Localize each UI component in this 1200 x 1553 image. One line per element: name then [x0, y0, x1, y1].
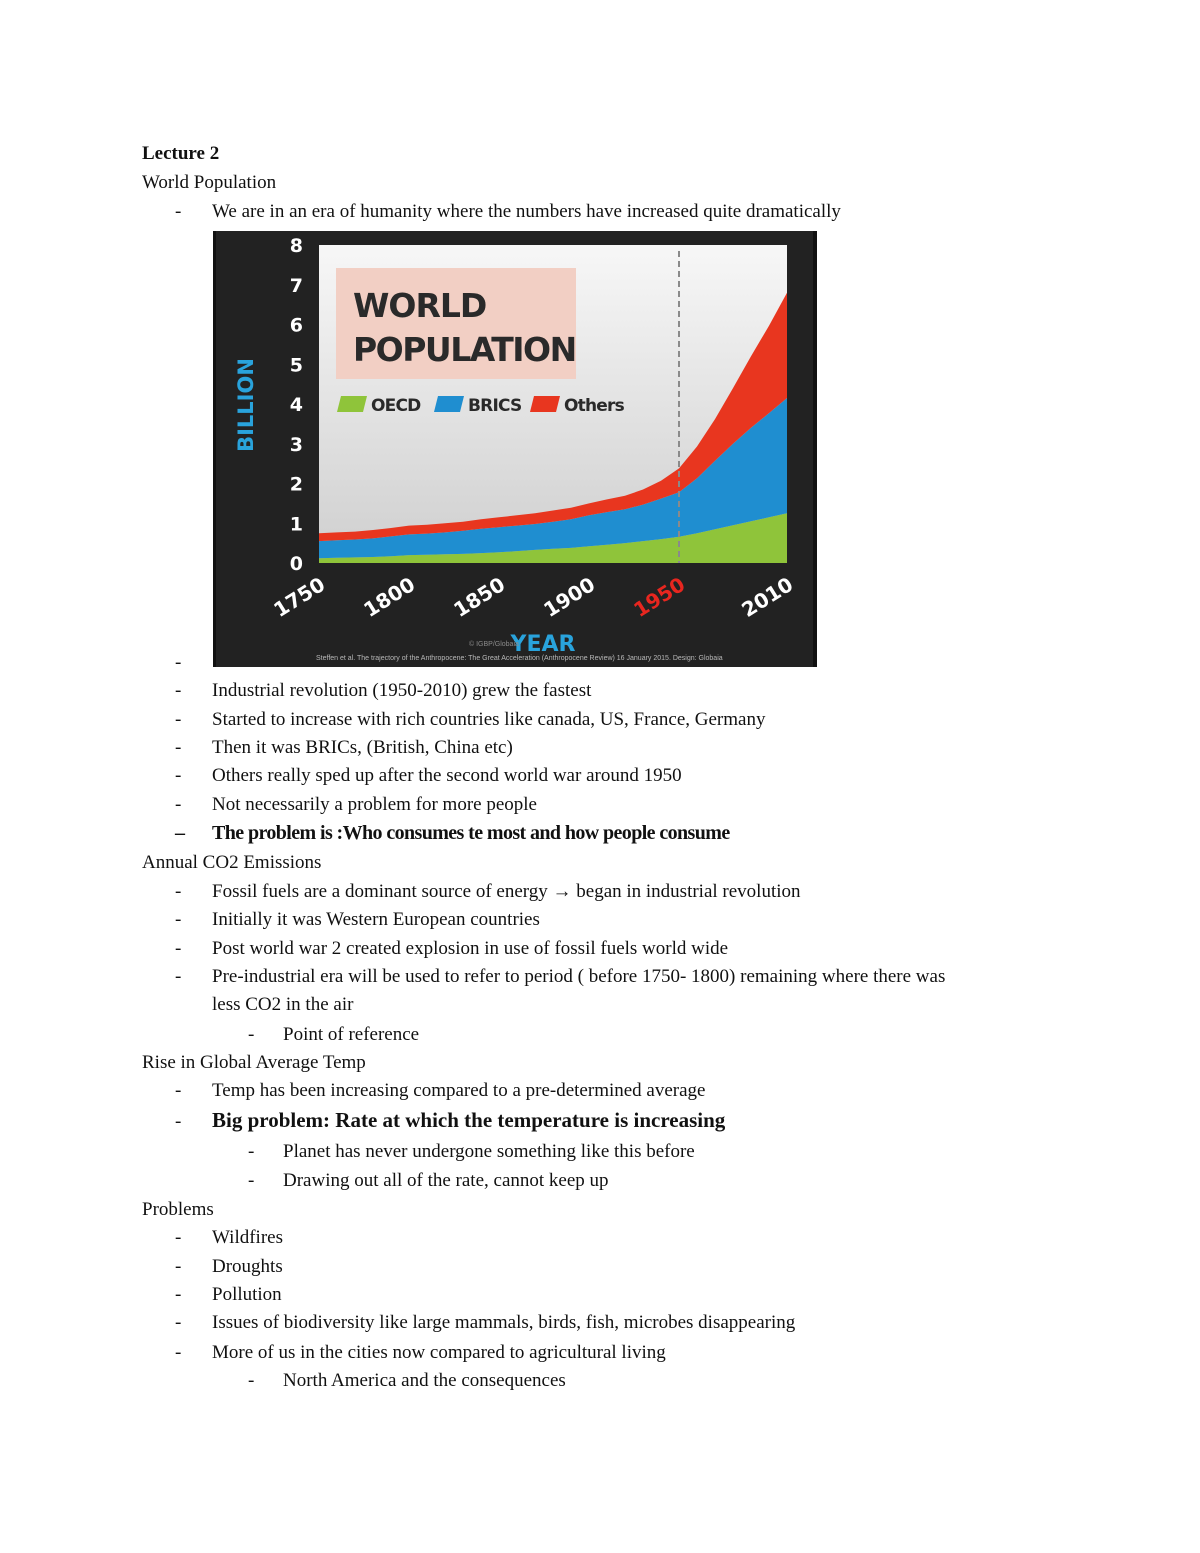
- x-tick-label: 1900: [539, 572, 600, 622]
- chart-frame-right: [813, 231, 817, 667]
- section-heading-temp: Rise in Global Average Temp: [142, 1052, 366, 1073]
- y-axis-label: BILLION: [234, 358, 258, 452]
- x-tick-label: 1750: [269, 572, 330, 622]
- chart-credit: Steffen et al. The trajectory of the Anthropocene: The Great Acceleration (Anthropocene Review) 16 January 2015. Design: Globaia: [316, 655, 723, 662]
- bullet-dash: -: [175, 1342, 182, 1363]
- bullet-dash: -: [175, 909, 182, 930]
- list-item: [175, 1226, 283, 1250]
- list-item-text: North America and the consequences: [283, 1370, 566, 1391]
- sub-list-item: [248, 1369, 566, 1393]
- bullet-dash: -: [175, 794, 182, 815]
- list-item-text: We are in an era of humanity where the numbers have increased quite dramatically: [212, 201, 841, 222]
- list-item-text: Droughts: [212, 1256, 283, 1277]
- bullet-dash: -: [175, 737, 182, 758]
- chart-title-line-2: POPULATION: [353, 330, 576, 369]
- world-population-chart: [213, 231, 817, 667]
- list-item-text: Drawing out all of the rate, cannot keep up: [283, 1170, 609, 1191]
- x-tick-label: 1850: [449, 572, 510, 622]
- chart-copyright: © IGBP/Globaia: [469, 641, 519, 648]
- list-item-text: Planet has never undergone something like this before: [283, 1141, 695, 1162]
- y-tick-label: 6: [289, 314, 303, 337]
- sub-list-item: [248, 1140, 695, 1164]
- list-item: [175, 1079, 706, 1103]
- y-tick-label: 1: [289, 513, 303, 536]
- list-item-text: Fossil fuels are a dominant source of energy → began in industrial revolution: [212, 881, 801, 902]
- bullet-dash: -: [175, 1312, 182, 1333]
- y-tick-label: 3: [289, 433, 303, 456]
- list-item: [175, 880, 801, 904]
- list-item: [175, 736, 513, 760]
- list-item-text: More of us in the cities now compared to agricultural living: [212, 1342, 666, 1363]
- bullet-dash: -: [175, 1284, 182, 1305]
- list-item-text: Point of reference: [283, 1024, 420, 1045]
- list-item: [175, 937, 729, 961]
- list-item: [175, 793, 537, 817]
- list-item-text: Then it was BRICs, (British, China etc): [212, 737, 513, 758]
- x-axis-label: YEAR: [510, 632, 576, 657]
- sub-list-item: [248, 1023, 420, 1047]
- list-item: [175, 764, 682, 788]
- list-item-text: Temp has been increasing compared to a pre-determined average: [212, 1080, 706, 1101]
- list-item-text: Issues of biodiversity like large mammals, birds, fish, microbes disappearing: [212, 1312, 796, 1333]
- list-item: [175, 908, 540, 932]
- list-item-text: Initially it was Western European countries: [212, 909, 540, 930]
- list-item: [175, 708, 766, 732]
- legend-label-others: Others: [564, 396, 624, 416]
- section-heading-problems: Problems: [142, 1199, 214, 1220]
- x-tick-label: 1950: [629, 572, 690, 622]
- y-tick-label: 8: [289, 235, 303, 257]
- section-heading-world-population: World Population: [142, 172, 277, 193]
- list-item-text: Industrial revolution (1950-2010) grew the fastest: [212, 680, 592, 701]
- list-item-bold: [175, 1108, 726, 1134]
- list-item-bold: [175, 821, 730, 845]
- list-item: [175, 965, 946, 989]
- list-item: [175, 200, 841, 224]
- y-tick-label: 7: [289, 274, 303, 297]
- legend-label-oecd: OECD: [371, 396, 421, 416]
- list-item-text: less CO2 in the air: [212, 994, 354, 1015]
- list-item-text: Big problem: Rate at which the temperature is increasing: [212, 1108, 726, 1132]
- chart-canvas: [213, 231, 817, 667]
- list-item-text: Others really sped up after the second world war around 1950: [212, 765, 682, 786]
- chart-title-line-1: WORLD: [353, 286, 487, 325]
- x-tick-label: 2010: [737, 572, 798, 622]
- y-tick-label: 2: [289, 473, 303, 496]
- bullet-dash: -: [175, 765, 182, 786]
- bullet-dash: -: [175, 966, 182, 987]
- list-item-text: Started to increase with rich countries like canada, US, France, Germany: [212, 709, 766, 730]
- list-item-text: Pre-industrial era will be used to refer to period ( before 1750- 1800) remaining where there was: [212, 966, 946, 987]
- section-heading-co2: Annual CO2 Emissions: [142, 852, 322, 873]
- list-item-text: Wildfires: [212, 1227, 283, 1248]
- bullet-dash: -: [248, 1024, 255, 1045]
- bullet-dash: -: [175, 1080, 182, 1101]
- bullet-dash: -: [175, 938, 182, 959]
- bullet-dash: -: [175, 1227, 182, 1248]
- y-tick-label: 0: [289, 553, 303, 575]
- bullet-dash: -: [175, 680, 182, 701]
- bullet-dash: -: [248, 1370, 255, 1391]
- x-tick-label: 1800: [359, 572, 420, 622]
- list-item: [175, 1341, 666, 1365]
- bullet-dash: -: [175, 1111, 182, 1132]
- list-item-text: Pollution: [212, 1284, 282, 1305]
- list-item: [175, 1283, 282, 1307]
- list-item: [175, 1255, 283, 1279]
- bullet-dash: -: [175, 201, 182, 222]
- bullet-dash: -: [248, 1170, 255, 1191]
- legend-swatch-brics: [434, 396, 464, 412]
- list-item-text: Not necessarily a problem for more people: [212, 794, 537, 815]
- legend-swatch-oecd: [337, 396, 367, 412]
- sub-list-item: [248, 1169, 609, 1193]
- bullet-dash: -: [175, 881, 182, 902]
- chart-frame-left: [213, 231, 216, 667]
- list-item: [175, 651, 187, 675]
- bullet-dash: -: [248, 1141, 255, 1162]
- y-tick-label: 5: [289, 354, 303, 377]
- bullet-dash: -: [175, 709, 182, 730]
- y-tick-label: 4: [289, 394, 303, 416]
- legend-swatch-others: [530, 396, 560, 412]
- list-item: [175, 679, 592, 703]
- bullet-dash: -: [175, 652, 182, 673]
- list-item: [175, 1311, 796, 1335]
- list-item-text: Post world war 2 created explosion in use of fossil fuels world wide: [212, 938, 729, 959]
- legend-label-brics: BRICS: [468, 396, 522, 416]
- bullet-dash: -: [175, 1256, 182, 1277]
- list-item-text: The problem is :Who consumes te most and how people consume: [212, 822, 730, 844]
- page-title: Lecture 2: [142, 143, 220, 164]
- bullet-dash: –: [175, 822, 185, 844]
